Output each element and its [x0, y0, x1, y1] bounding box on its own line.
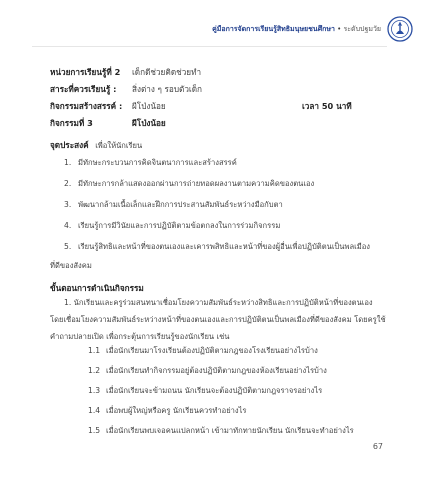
item-text: พัฒนากล้ามเนื้อเล็กและฝึกการประสานสัมพันธ์ระหว่างมือกับตา [78, 200, 283, 209]
activity-label: กิจกรรมสร้างสรรค์ : [50, 101, 123, 111]
item-number: 1.4 [88, 406, 101, 415]
activity-value: ผีโป่งน้อย [132, 101, 166, 111]
page-header [212, 14, 413, 44]
item-text: มีทักษะกระบวนการคิดจินตนาการและสร้างสรรค์ [78, 158, 237, 167]
list-item [88, 364, 388, 384]
item-number: 2. [64, 179, 72, 188]
unit-value: เด็กดีช่วยคิดช่วยทำ [132, 67, 202, 77]
header-separator: • [337, 24, 342, 33]
header-brand: คู่มือการจัดการเรียนรู้สิทธิมนุษยชนศึกษา [212, 24, 335, 33]
time-text: เวลา 50 นาที [302, 101, 352, 111]
item-text: เมื่อนักเรียนมาโรงเรียนต้องปฏิบัติตามกฎของโรงเรียนอย่างไรบ้าง [106, 346, 318, 355]
item-number: 4. [64, 221, 72, 230]
procedure-sub-list [88, 344, 388, 444]
list-item [64, 198, 384, 219]
unit-label: หน่วยการเรียนรู้ที่ 2 [50, 67, 121, 77]
list-item [88, 424, 388, 444]
activity3-row [50, 115, 390, 132]
list-item [64, 240, 384, 261]
list-item [88, 344, 388, 364]
item-number: 5. [64, 242, 72, 251]
item-text: เมื่อนักเรียนพบเจอคนแปลกหน้า เข้ามาทักทายนักเรียน นักเรียนจะทำอย่างไร [106, 426, 354, 435]
item-text: เมื่อนักเรียนจะข้ามถนน นักเรียนจะต้องปฏิบัติตามกฎจราจรอย่างไร [106, 386, 323, 395]
activity-row [50, 98, 390, 115]
topic-row [50, 81, 390, 98]
objectives-heading [50, 139, 142, 152]
topic-label: สาระที่ควรเรียนรู้ : [50, 84, 117, 94]
item-number: 1. [64, 158, 72, 167]
list-item [88, 404, 388, 424]
item-number: 1.2 [88, 366, 101, 375]
header-divider [32, 46, 387, 47]
procedure-heading [50, 282, 144, 295]
item-number: 3. [64, 200, 72, 209]
seal-logo-icon [387, 16, 413, 42]
procedure-paragraph-line-1: 1. นักเรียนและครูร่วมสนทนาเชื่อมโยงความสัมพันธ์ระหว่างสิทธิและการปฏิบัติหน้าที่ของตนเอง [64, 298, 373, 307]
objectives-intro: เพื่อให้นักเรียน [95, 141, 143, 150]
list-item [64, 177, 384, 198]
procedure-title: ขั้นตอนการดำเนินกิจกรรม [50, 283, 144, 293]
activity-meta [50, 64, 390, 132]
header-text [212, 24, 381, 35]
item-text: เรียนรู้การมีวินัยและการปฏิบัติตามข้อตกลงในการร่วมกิจกรรม [78, 221, 281, 230]
objectives-list [64, 156, 384, 261]
item-number: 1.3 [88, 386, 101, 395]
activity3-value: ผีโป่งน้อย [132, 118, 166, 128]
unit-row [50, 64, 390, 81]
item-text: เรียนรู้สิทธิและหน้าที่ของตนเองและเคารพสิทธิและหน้าที่ของผู้อื่นเพื่อปฏิบัติตนเป็นพลเมือง [78, 242, 370, 251]
item-text: เมื่อพบผู้ใหญ่หรือครู นักเรียนควรทำอย่างไร [106, 406, 247, 415]
page-number: 67 [372, 442, 383, 451]
list-item [64, 156, 384, 177]
item-text: เมื่อนักเรียนทำกิจกรรมอยู่ต้องปฏิบัติตามกฎของห้องเรียนอย่างไรบ้าง [106, 366, 327, 375]
list-item [64, 219, 384, 240]
item-text: มีทักษะการกล้าแสดงออกผ่านการถ่ายทอดผลงานตามความคิดของตนเอง [78, 179, 315, 188]
objective-5-continuation: ที่ดีของสังคม [50, 261, 92, 270]
item-number: 1.5 [88, 426, 101, 435]
item-number: 1.1 [88, 346, 101, 355]
activity3-label: กิจกรรมที่ 3 [50, 118, 93, 128]
list-item [88, 384, 388, 404]
procedure-paragraph-line-3: คำถามปลายเปิด เพื่อกระตุ้นการเรียนรู้ของนักเรียน เช่น [50, 332, 230, 341]
topic-value: สิ่งต่าง ๆ รอบตัวเด็ก [132, 84, 203, 94]
objectives-title: จุดประสงค์ [50, 140, 89, 150]
header-level: ระดับปฐมวัย [343, 24, 381, 33]
procedure-paragraph-line-2: โดยเชื่อมโยงความสัมพันธ์ระหว่างหน้าที่ของตนเองและการปฏิบัติตนเป็นพลเมืองที่ดีของสังคม โดยครูใช้ [50, 315, 386, 324]
